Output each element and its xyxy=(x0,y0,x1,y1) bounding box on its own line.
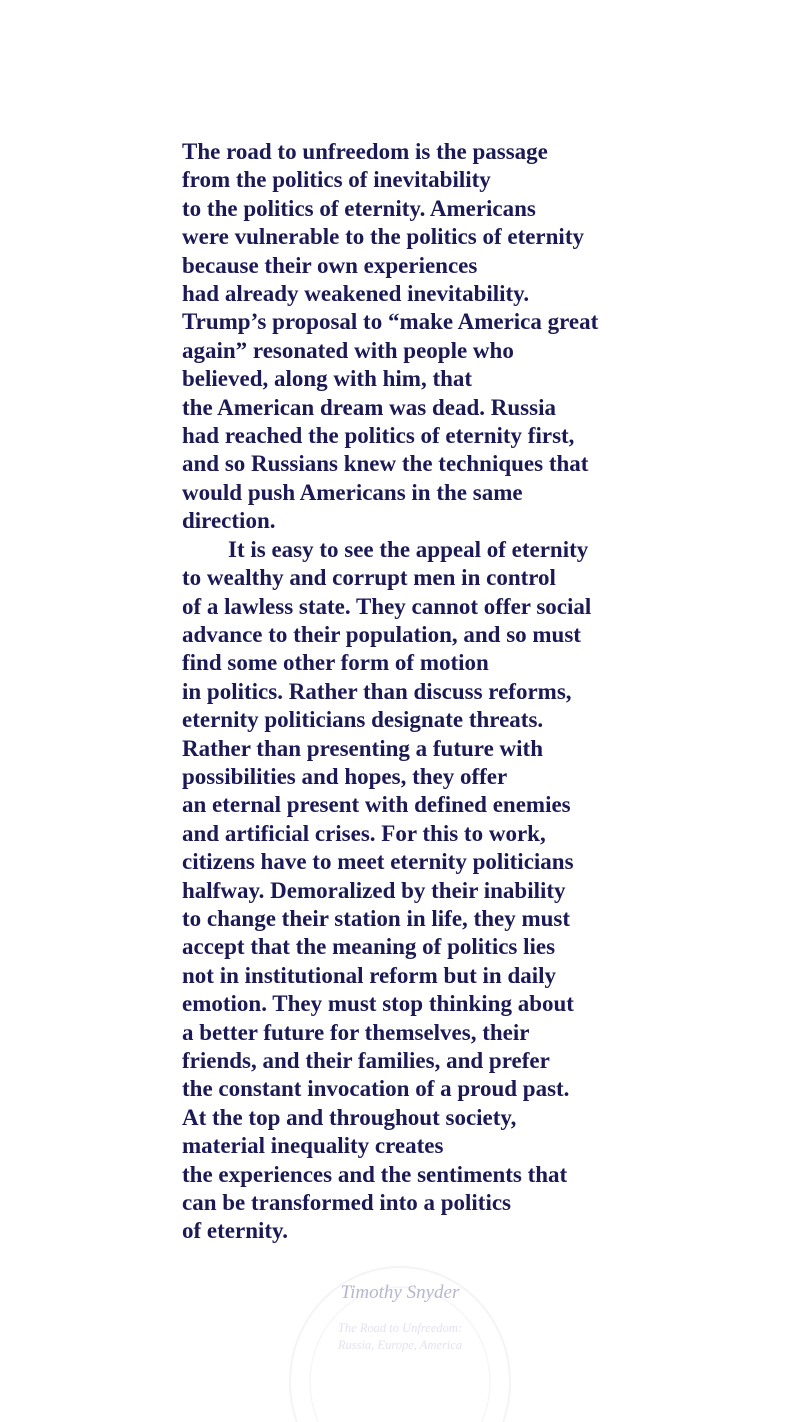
quote-line: the experiences and the sentiments that xyxy=(182,1161,568,1187)
quote-text xyxy=(182,138,652,1246)
quote-line: direction. xyxy=(182,508,276,534)
quote-line: accept that the meaning of politics lies xyxy=(182,934,556,960)
quote-line: find some other form of motion xyxy=(182,650,489,676)
quote-line: At the top and throughout society, xyxy=(182,1104,517,1130)
quote-line: The road to unfreedom is the passage xyxy=(182,139,548,164)
quote-line: It is easy to see the appeal of eternity xyxy=(228,536,589,562)
quote-line: an eternal present with defined enemies xyxy=(182,792,571,818)
quote-line: eternity politicians designate threats. xyxy=(182,707,544,733)
quote-line: to wealthy and corrupt men in control xyxy=(182,565,556,591)
quote-line: believed, along with him, that xyxy=(182,366,473,392)
quote-line: not in institutional reform but in daily xyxy=(182,962,557,988)
book-title-line-1: The Road to Unfreedom: xyxy=(337,1321,463,1335)
quote-line: of a lawless state. They cannot offer social xyxy=(182,593,592,619)
quote-line: advance to their population, and so must xyxy=(182,621,581,647)
quote-line: and artificial crises. For this to work, xyxy=(182,820,546,846)
quote-line: the constant invocation of a proud past. xyxy=(182,1076,570,1102)
quote-line: the American dream was dead. Russia xyxy=(182,394,556,420)
quote-line: because their own experiences xyxy=(182,252,478,278)
quote-line: to the politics of eternity. Americans xyxy=(182,195,536,221)
quote-line: from the politics of inevitability xyxy=(182,167,491,193)
quote-line: had already weakened inevitability. xyxy=(182,281,530,307)
quote-line: can be transformed into a politics xyxy=(182,1190,512,1216)
quote-line: friends, and their families, and prefer xyxy=(182,1048,550,1073)
quote-line: Trump’s proposal to “make America great xyxy=(182,309,599,335)
quote-line: emotion. They must stop thinking about xyxy=(182,991,574,1017)
quote-line: Rather than presenting a future with xyxy=(182,735,543,761)
quote-line: halfway. Demoralized by their inability xyxy=(182,877,566,903)
quote-line: would push Americans in the same xyxy=(182,479,523,505)
quote-line: had reached the politics of eternity first, xyxy=(182,423,575,449)
quote-line: possibilities and hopes, they offer xyxy=(182,763,508,789)
quote-line: citizens have to meet eternity politicians xyxy=(182,849,574,875)
quote-line: and so Russians knew the techniques that xyxy=(182,451,589,477)
quote-line: were vulnerable to the politics of eternity xyxy=(182,224,584,250)
book-title xyxy=(0,1320,800,1354)
quote-line: again” resonated with people who xyxy=(182,337,514,363)
book-title-line-2: Russia, Europe, America xyxy=(337,1338,463,1352)
author-name: Timothy Snyder xyxy=(340,1282,460,1303)
quote-line: in politics. Rather than discuss reforms, xyxy=(182,678,572,704)
quote-line: material inequality creates xyxy=(182,1133,444,1159)
quote-line: of eternity. xyxy=(182,1218,289,1244)
quote-line: a better future for themselves, their xyxy=(182,1019,530,1045)
quote-line: to change their station in life, they must xyxy=(182,905,571,931)
